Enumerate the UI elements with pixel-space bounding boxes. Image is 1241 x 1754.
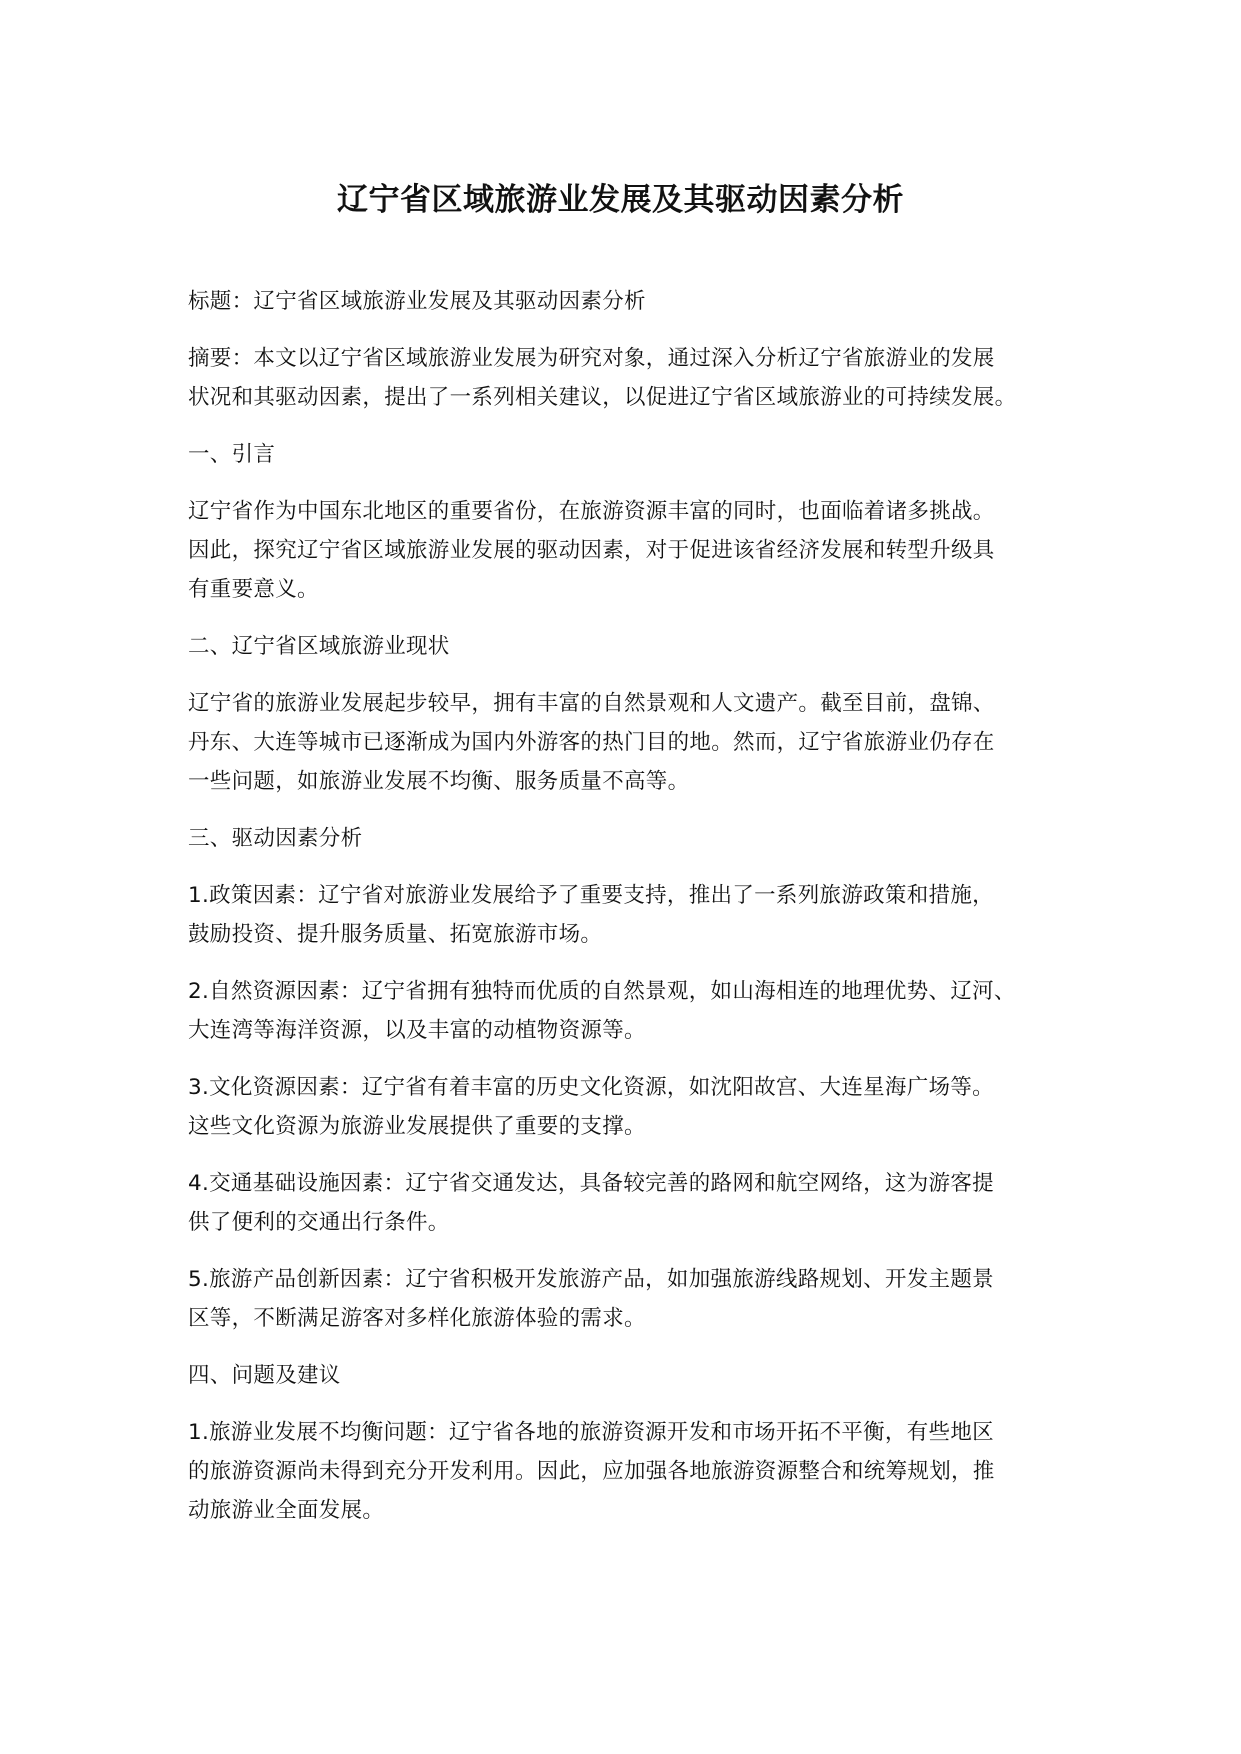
section-heading bbox=[188, 627, 1068, 666]
text-line: 3.文化资源因素：辽宁省有着丰富的历史文化资源，如沈阳故宫、大连星海广场等。 bbox=[188, 1075, 994, 1100]
paragraph bbox=[188, 492, 1068, 609]
text-line: 一、引言 bbox=[188, 442, 276, 467]
paragraph bbox=[188, 1068, 1068, 1146]
paragraph bbox=[188, 282, 1068, 321]
paragraph bbox=[188, 1260, 1068, 1338]
paragraph bbox=[188, 876, 1068, 954]
text-line: 摘要：本文以辽宁省区域旅游业发展为研究对象，通过深入分析辽宁省旅游业的发展 bbox=[188, 346, 995, 371]
section-heading bbox=[188, 819, 1068, 858]
paragraph bbox=[188, 972, 1068, 1050]
text-line: 区等，不断满足游客对多样化旅游体验的需求。 bbox=[188, 1306, 646, 1331]
text-line: 状况和其驱动因素，提出了一系列相关建议，以促进辽宁省区域旅游业的可持续发展。 bbox=[188, 385, 1017, 410]
text-line: 因此，探究辽宁省区域旅游业发展的驱动因素，对于促进该省经济发展和转型升级具 bbox=[188, 538, 995, 563]
text-line: 丹东、大连等城市已逐渐成为国内外游客的热门目的地。然而，辽宁省旅游业仍存在 bbox=[188, 730, 995, 755]
text-line: 1.旅游业发展不均衡问题：辽宁省各地的旅游资源开发和市场开拓不平衡，有些地区 bbox=[188, 1420, 994, 1445]
paragraph bbox=[188, 1413, 1068, 1530]
text-line: 四、问题及建议 bbox=[188, 1363, 341, 1388]
document-title: 辽宁省区域旅游业发展及其驱动因素分析 bbox=[337, 182, 904, 218]
text-line: 2.自然资源因素：辽宁省拥有独特而优质的自然景观，如山海相连的地理优势、辽河、 bbox=[188, 979, 1016, 1004]
text-line: 有重要意义。 bbox=[188, 577, 319, 602]
text-line: 辽宁省的旅游业发展起步较早，拥有丰富的自然景观和人文遗产。截至目前，盘锦、 bbox=[188, 691, 995, 716]
section-heading bbox=[188, 435, 1068, 474]
document-body bbox=[188, 282, 1068, 1548]
paragraph bbox=[188, 1164, 1068, 1242]
text-line: 1.政策因素：辽宁省对旅游业发展给予了重要支持，推出了一系列旅游政策和措施， bbox=[188, 883, 994, 908]
text-line: 一些问题，如旅游业发展不均衡、服务质量不高等。 bbox=[188, 769, 690, 794]
text-line: 5.旅游产品创新因素：辽宁省积极开发旅游产品，如加强旅游线路规划、开发主题景 bbox=[188, 1267, 994, 1292]
text-line: 大连湾等海洋资源，以及丰富的动植物资源等。 bbox=[188, 1018, 646, 1043]
paragraph bbox=[188, 684, 1068, 801]
paragraph bbox=[188, 339, 1068, 417]
text-line: 二、辽宁省区域旅游业现状 bbox=[188, 634, 450, 659]
text-line: 标题：辽宁省区域旅游业发展及其驱动因素分析 bbox=[188, 289, 646, 314]
text-line: 辽宁省作为中国东北地区的重要省份，在旅游资源丰富的同时，也面临着诸多挑战。 bbox=[188, 499, 995, 524]
text-line: 4.交通基础设施因素：辽宁省交通发达，具备较完善的路网和航空网络，这为游客提 bbox=[188, 1171, 994, 1196]
text-line: 动旅游业全面发展。 bbox=[188, 1498, 385, 1523]
text-line: 的旅游资源尚未得到充分开发利用。因此，应加强各地旅游资源整合和统筹规划，推 bbox=[188, 1459, 995, 1484]
section-heading bbox=[188, 1356, 1068, 1395]
text-line: 这些文化资源为旅游业发展提供了重要的支撑。 bbox=[188, 1114, 646, 1139]
text-line: 鼓励投资、提升服务质量、拓宽旅游市场。 bbox=[188, 922, 603, 947]
text-line: 三、驱动因素分析 bbox=[188, 826, 363, 851]
text-line: 供了便利的交通出行条件。 bbox=[188, 1210, 450, 1235]
